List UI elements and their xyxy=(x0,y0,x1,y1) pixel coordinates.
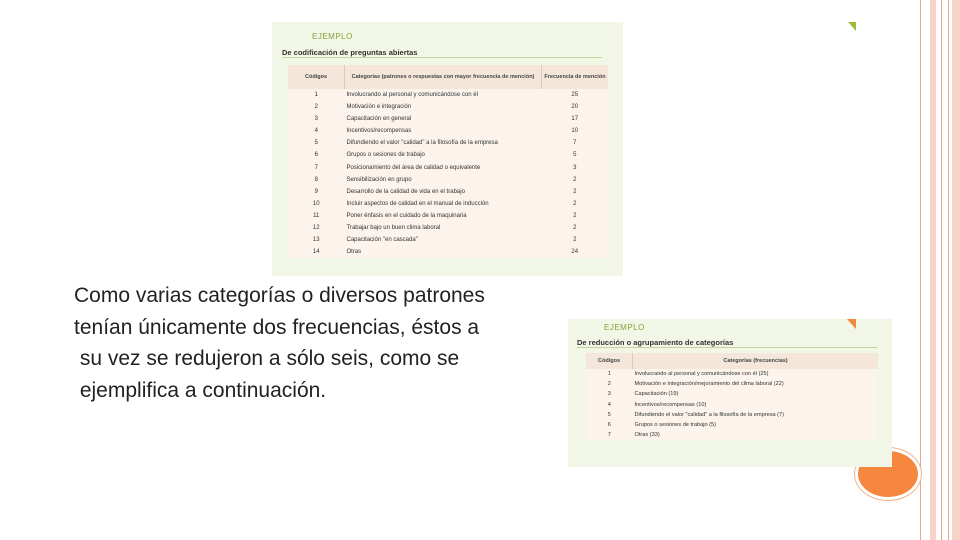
body-line: su vez se redujeron a sólo seis, como se xyxy=(74,347,460,370)
table-cell: 7 xyxy=(573,140,577,147)
table-cell: 10 xyxy=(571,128,579,135)
table-row xyxy=(586,369,878,379)
table-cell: 2 xyxy=(573,212,577,219)
table-row xyxy=(586,379,878,389)
table-row xyxy=(288,101,608,113)
col-header: Frecuencia de mención xyxy=(542,65,609,89)
table-cell: 20 xyxy=(571,104,579,111)
table-cell: 25 xyxy=(571,92,579,98)
table-cell: Otras (33) xyxy=(634,432,660,439)
table-row xyxy=(288,186,608,198)
table-row xyxy=(288,174,608,186)
table-cell: 3 xyxy=(314,116,318,123)
table-cell: 10 xyxy=(312,200,320,207)
coding-table-image xyxy=(272,22,623,276)
table-cell: 6 xyxy=(314,152,318,159)
body-line: ejemplifica a continuación. xyxy=(74,378,327,402)
table-row xyxy=(288,125,608,137)
table-cell: Difundiendo el valor "calidad" a la filosofía de la empresa xyxy=(346,140,498,147)
table-row xyxy=(288,234,608,246)
table-cell: 7 xyxy=(607,432,611,439)
table-cell: 17 xyxy=(571,116,579,123)
table-row xyxy=(586,430,878,440)
table-row xyxy=(586,410,878,420)
table-row xyxy=(586,400,878,410)
corner-tab xyxy=(847,319,856,329)
table-row xyxy=(586,389,878,399)
table-cell: 5 xyxy=(314,140,318,147)
col-header: Códigos xyxy=(288,65,345,89)
table-cell: 1 xyxy=(607,371,611,377)
table-cell: 2 xyxy=(314,104,318,111)
table-title: De reducción o agrupamiento de categorías xyxy=(577,338,877,348)
table-cell: 12 xyxy=(312,225,320,232)
border-band xyxy=(952,0,960,540)
table-cell: 7 xyxy=(314,164,318,171)
table-title: De codificación de preguntas abiertas xyxy=(282,48,602,58)
table-cell: 2 xyxy=(573,237,577,244)
table-cell: Otras xyxy=(346,249,362,256)
table-row xyxy=(288,137,608,149)
table-cell: 4 xyxy=(314,128,318,135)
table-cell: 2 xyxy=(607,381,611,388)
border-band xyxy=(930,0,936,540)
table-cell: 5 xyxy=(607,411,611,418)
table-row xyxy=(288,198,608,210)
table-cell: 11 xyxy=(313,212,320,219)
border-line xyxy=(920,0,921,540)
reduction-table-image xyxy=(568,319,892,467)
table-cell: 2 xyxy=(573,188,577,195)
table-cell: 24 xyxy=(571,249,579,256)
col-header: Categorías (frecuencias) xyxy=(633,353,879,369)
table-cell: 3 xyxy=(573,164,577,171)
table-cell: 4 xyxy=(607,401,611,408)
table-cell: Involucrando al personal y comunicándose con él xyxy=(346,92,478,98)
table-row xyxy=(288,210,608,222)
table-cell: 9 xyxy=(314,188,318,195)
table-cell: Involucrando al personal y comunicándose con él (25) xyxy=(634,371,769,377)
table-cell: Desarrollo de la calidad de vida en el trabajo xyxy=(346,188,465,195)
table-row xyxy=(288,246,608,258)
table-cell: 3 xyxy=(607,391,611,398)
body-line: Como varias categorías o diversos patrones xyxy=(74,284,485,307)
table-cell: Capacitación en general xyxy=(346,116,412,123)
table-cell: 2 xyxy=(573,200,577,207)
table-row xyxy=(288,113,608,125)
table-cell: Incentivos/recompensas (10) xyxy=(634,401,707,408)
table-cell: Posicionamiento del área de calidad o equivalente xyxy=(346,164,481,171)
table-cell: Capacitación "en cascada" xyxy=(346,237,418,244)
table-cell: Motivación e integración/mejoramiento del clima laboral (22) xyxy=(634,381,784,388)
table-cell: Sensibilización en grupo xyxy=(346,176,412,183)
table-cell: 13 xyxy=(312,237,320,244)
col-header: Códigos xyxy=(586,353,633,369)
table-cell: 5 xyxy=(573,152,577,159)
example-header: EJEMPLO xyxy=(312,32,353,41)
table-cell: Incluir aspectos de calidad en el manual de inducción xyxy=(346,200,489,207)
table-cell: 1 xyxy=(314,92,318,98)
reduction-table xyxy=(586,353,878,440)
col-header: Categorías (patrones o respuestas con mayor frecuencia de mención) xyxy=(345,65,542,89)
coding-table xyxy=(288,65,608,258)
table-cell: 2 xyxy=(573,176,577,183)
table-cell: 2 xyxy=(573,225,577,232)
table-cell: Trabajar bajo un buen clima laboral xyxy=(346,225,441,232)
border-line xyxy=(948,0,949,540)
table-cell: Poner énfasis en el cuidado de la maquinaria xyxy=(346,212,467,219)
table-cell: Difundiendo el valor "calidad" a la filosofía de la empresa (7) xyxy=(634,411,784,418)
body-line: tenían únicamente dos frecuencias, éstos a xyxy=(74,315,480,339)
table-row xyxy=(288,222,608,234)
table-cell: Grupos o sesiones de trabajo xyxy=(346,152,425,159)
table-cell: 14 xyxy=(312,249,320,256)
table-cell: Incentivos/recompensas xyxy=(346,128,412,135)
table-row xyxy=(288,149,608,161)
table-cell: Motivación e integración xyxy=(346,104,412,111)
table-cell: Grupos o sesiones de trabajo (5) xyxy=(634,422,716,429)
body-paragraph xyxy=(74,280,574,406)
corner-tab xyxy=(848,22,856,31)
table-row xyxy=(586,420,878,430)
table-cell: 8 xyxy=(314,176,318,183)
table-row xyxy=(288,162,608,174)
example-header: EJEMPLO xyxy=(604,323,645,332)
table-cell: Capacitación (19) xyxy=(634,391,679,398)
table-row xyxy=(288,89,608,101)
table-cell: 6 xyxy=(607,422,611,429)
border-line xyxy=(941,0,942,540)
